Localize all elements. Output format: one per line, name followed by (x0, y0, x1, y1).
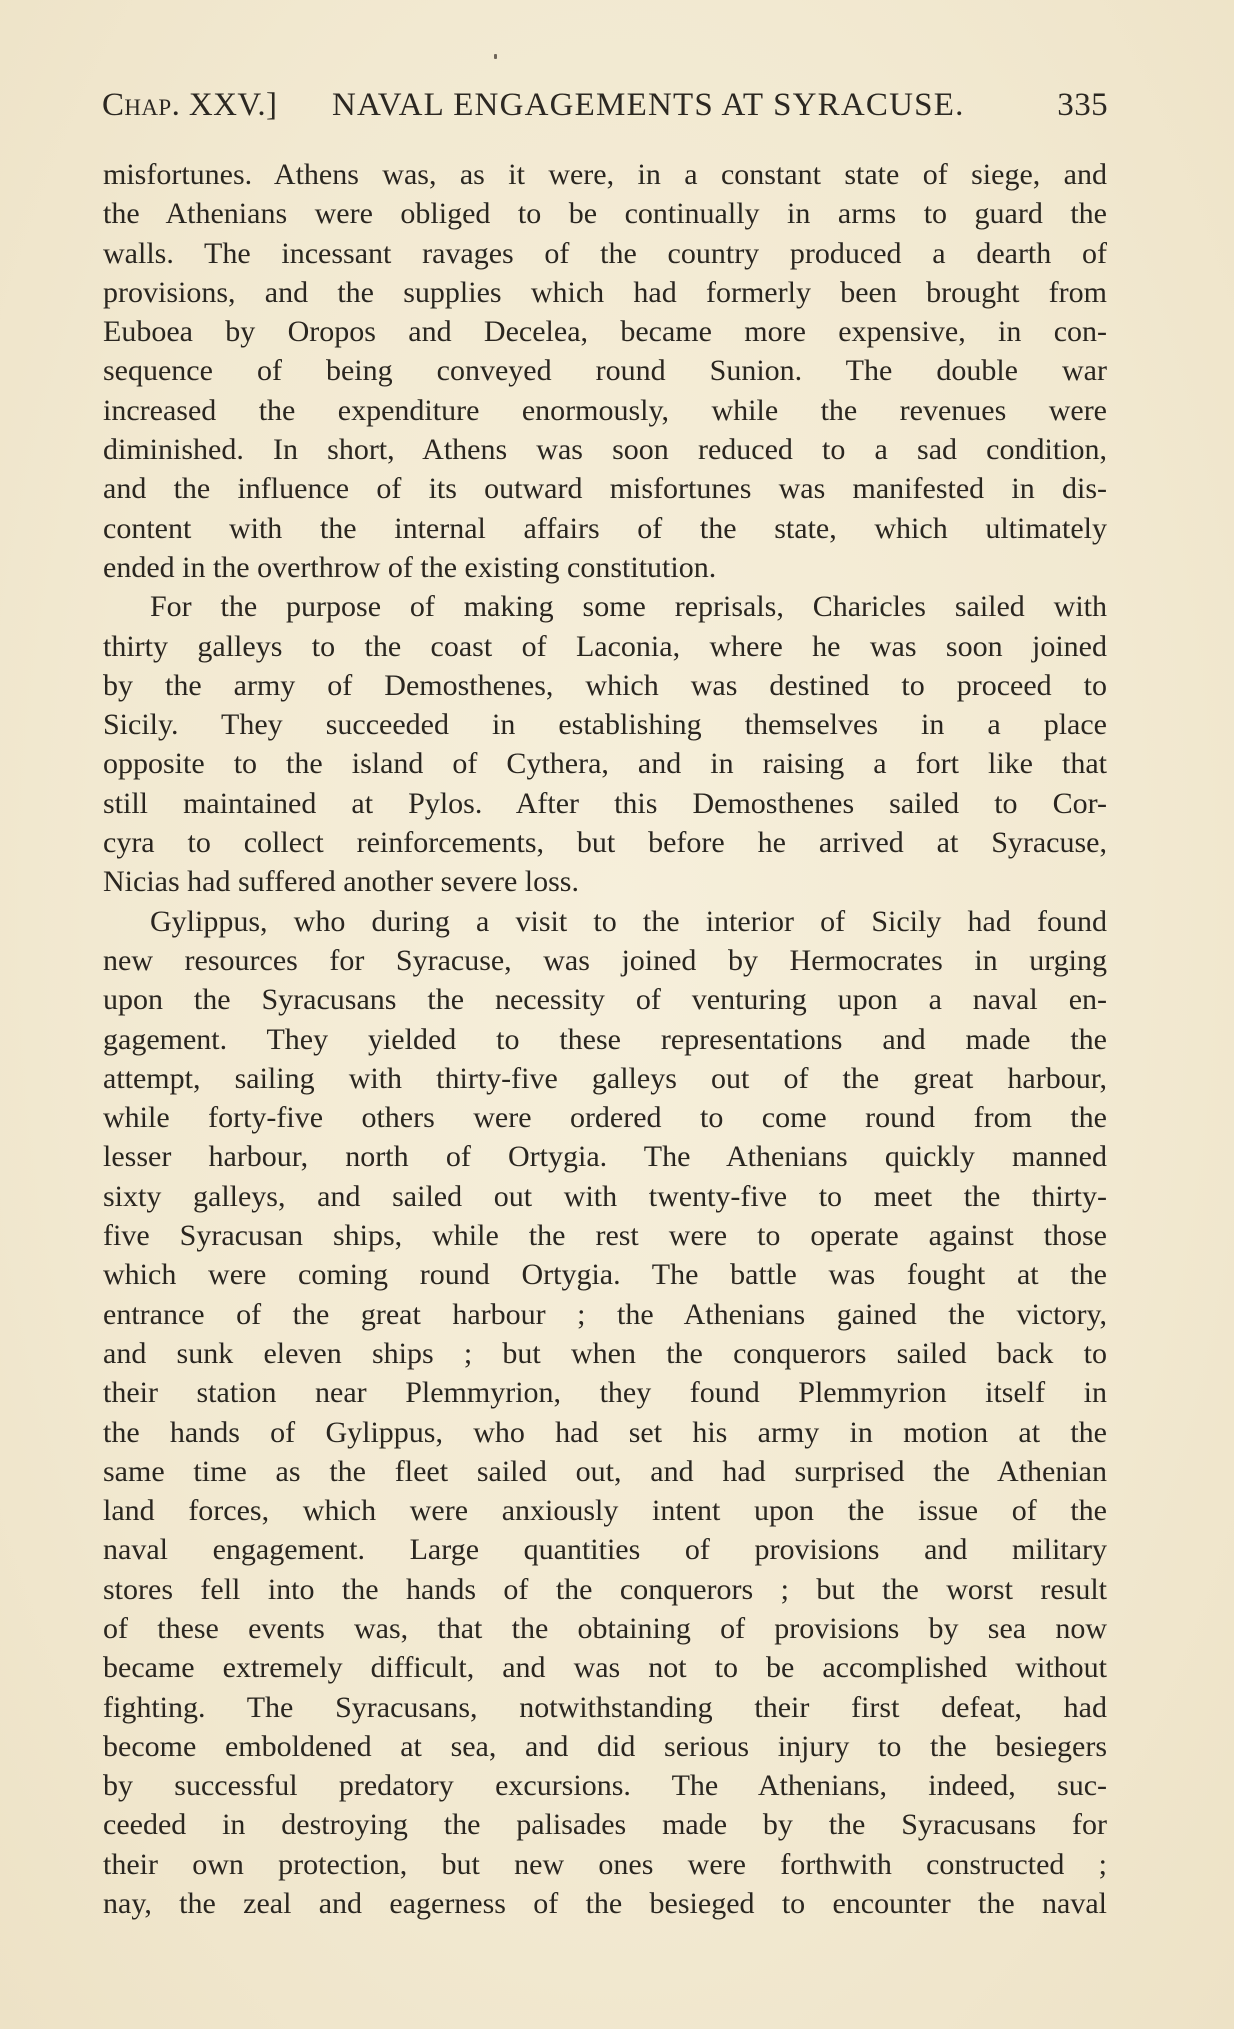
text-line: the hands of Gylippus, who had set his army in motion at the (103, 1415, 1107, 1449)
text-line: same time as the fleet sailed out, and had surprised the Athenian (103, 1454, 1107, 1488)
text-line: by successful predatory excursions. The Athenians, indeed, suc- (103, 1769, 1107, 1803)
running-header (102, 80, 1108, 130)
text-line: while forty-five others were ordered to come round from the (103, 1101, 1107, 1135)
text-line: provisions, and the supplies which had formerly been brought from (103, 275, 1107, 309)
text-line: fighting. The Syracusans, notwithstanding their first defeat, had (103, 1690, 1107, 1724)
text-line: entrance of the great harbour ; the Athenians gained the victory, (103, 1297, 1107, 1331)
body-text (103, 155, 1107, 1923)
text-line: walls. The incessant ravages of the country produced a dearth of (103, 236, 1107, 270)
text-line: misfortunes. Athens was, as it were, in a constant state of siege, and (103, 158, 1107, 191)
text-line: new resources for Syracuse, was joined by Hermocrates in urging (103, 943, 1107, 977)
text-line: Euboea by Oropos and Decelea, became more expensive, in con- (103, 315, 1107, 349)
running-title: NAVAL ENGAGEMENTS AT SYRACUSE. (332, 87, 965, 123)
text-line: Gylippus, who during a visit to the interior of Sicily had found (150, 904, 1107, 938)
text-line: land forces, which were anxiously intent upon the issue of the (103, 1494, 1107, 1528)
text-line: the Athenians were obliged to be continually in arms to guard the (103, 197, 1107, 231)
text-line: become emboldened at sea, and did serious injury to the besiegers (103, 1729, 1107, 1763)
text-line: cyra to collect reinforcements, but before he arrived at Syracuse, (103, 826, 1107, 860)
text-line: attempt, sailing with thirty-five galleys out of the great harbour, (103, 1061, 1107, 1095)
text-line: lesser harbour, north of Ortygia. The Athenians quickly manned (103, 1140, 1107, 1174)
text-line: and sunk eleven ships ; but when the conquerors sailed back to (103, 1336, 1107, 1370)
text-line: became extremely difficult, and was not to be accomplished without (103, 1651, 1107, 1685)
text-line: stores fell into the hands of the conquerors ; but the worst result (103, 1572, 1107, 1606)
text-line: of these events was, that the obtaining of provisions by sea now (103, 1611, 1107, 1645)
text-line: still maintained at Pylos. After this Demosthenes sailed to Cor- (103, 786, 1107, 820)
text-line: content with the internal affairs of the state, which ultimately (103, 511, 1107, 545)
text-line: Nicias had suffered another severe loss. (103, 865, 579, 899)
text-line: and the influence of its outward misfortunes was manifested in dis- (103, 472, 1107, 506)
text-line: For the purpose of making some reprisals, Charicles sailed with (150, 590, 1107, 624)
text-line: their station near Plemmyrion, they found Plemmyrion itself in (103, 1376, 1107, 1410)
text-line: nay, the zeal and eagerness of the besieged to encounter the naval (103, 1887, 1107, 1921)
text-line: diminished. In short, Athens was soon reduced to a sad condition, (103, 433, 1107, 467)
text-line: by the army of Demosthenes, which was destined to proceed to (103, 668, 1107, 702)
text-line: thirty galleys to the coast of Laconia, where he was soon joined (103, 629, 1107, 663)
text-line: sixty galleys, and sailed out with twenty-five to meet the thirty- (103, 1179, 1107, 1213)
text-line: gagement. They yielded to these representations and made the (103, 1022, 1107, 1056)
text-line: five Syracusan ships, while the rest were to operate against those (103, 1219, 1107, 1253)
text-line: Sicily. They succeeded in establishing themselves in a place (103, 708, 1107, 742)
ink-speck (494, 54, 497, 59)
text-line: which were coming round Ortygia. The battle was fought at the (103, 1258, 1107, 1292)
text-line: ceeded in destroying the palisades made by the Syracusans for (103, 1808, 1107, 1842)
text-line: upon the Syracusans the necessity of venturing upon a naval en- (103, 983, 1107, 1017)
chapter-label: Chap. XXV.] (102, 87, 278, 123)
text-line: increased the expenditure enormously, while the revenues were (103, 393, 1107, 427)
text-line: their own protection, but new ones were forthwith constructed ; (103, 1847, 1107, 1881)
text-line: opposite to the island of Cythera, and in raising a fort like that (103, 747, 1107, 781)
text-line: sequence of being conveyed round Sunion. The double war (103, 354, 1107, 388)
text-line: ended in the overthrow of the existing constitution. (103, 550, 717, 584)
page-number: 335 (1057, 87, 1108, 123)
text-line: naval engagement. Large quantities of provisions and military (103, 1533, 1107, 1567)
